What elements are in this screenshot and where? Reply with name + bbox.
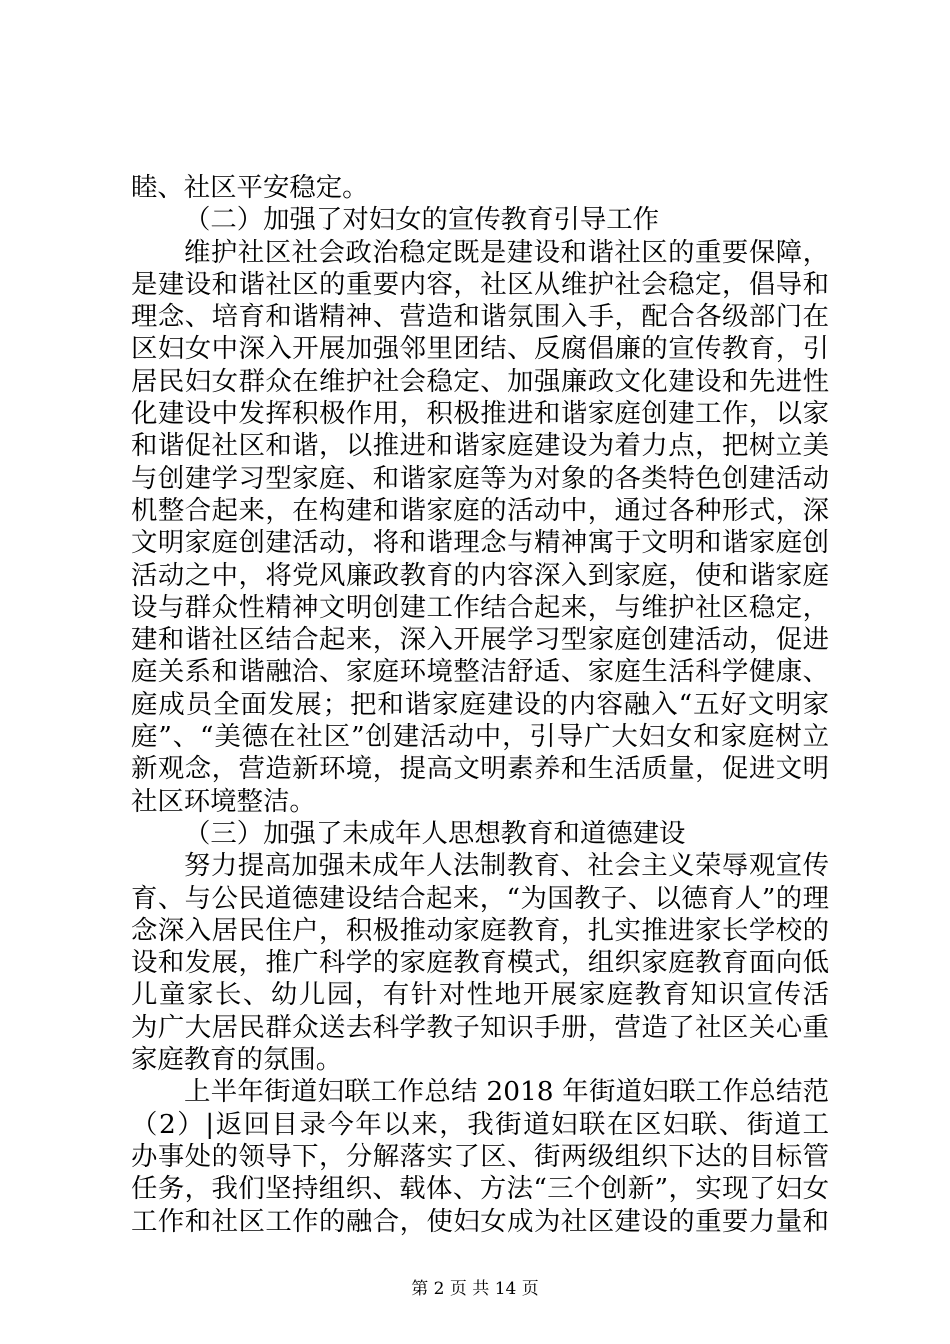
paragraph-line: 努力提高加强未成年人法制教育、社会主义荣辱观宣传 bbox=[184, 850, 829, 882]
paragraph-line: 社区环境整洁。 bbox=[131, 785, 316, 817]
paragraph-line: 庭关系和谐融洽、家庭环境整洁舒适、家庭生活科学健康、 bbox=[131, 656, 829, 688]
paragraph-line: 庭成员全面发展；把和谐家庭建设的内容融入“五好文明家 bbox=[131, 688, 829, 720]
section-heading: （二）加强了对妇女的宣传教育引导工作 bbox=[184, 204, 660, 236]
paragraph-line: 上半年街道妇联工作总结 2018 年街道妇联工作总结范 bbox=[184, 1076, 829, 1108]
paragraph-line: 设和发展，推广科学的家庭教育模式，组织家庭教育面向低 bbox=[131, 947, 829, 979]
page-number-footer: 第 2 页 共 14 页 bbox=[411, 1279, 539, 1299]
paragraph-line: 任务，我们坚持组织、载体、方法“三个创新”，实现了妇女 bbox=[131, 1173, 829, 1205]
paragraph-line: 儿童家长、幼儿园，有针对性地开展家庭教育知识宣传活 bbox=[131, 979, 829, 1011]
paragraph-line: 育、与公民道德建设结合起来，“为国教子、以德育人”的理 bbox=[131, 882, 829, 914]
paragraph-line: （2）|返回目录今年以来，我街道妇联在区妇联、街道工 bbox=[131, 1108, 829, 1140]
paragraph-line: 和谐促社区和谐，以推进和谐家庭建设为着力点，把树立美 bbox=[131, 430, 829, 462]
paragraph-line: 庭”、“美德在社区”创建活动中，引导广大妇女和家庭树立 bbox=[131, 721, 829, 753]
section-heading: （三）加强了未成年人思想教育和道德建设 bbox=[184, 817, 686, 849]
paragraph-line: 新观念，营造新环境，提高文明素养和生活质量，促进文明 bbox=[131, 753, 829, 785]
paragraph-line: 办事处的领导下，分解落实了区、街两级组织下达的目标管 bbox=[131, 1140, 829, 1172]
document-body bbox=[131, 172, 829, 1238]
paragraph-line: 机整合起来，在构建和谐家庭的活动中，通过各种形式，深 bbox=[131, 494, 829, 526]
paragraph-line: 为广大居民群众送去科学教子知识手册，营造了社区关心重 bbox=[131, 1011, 829, 1043]
paragraph-line: 建和谐社区结合起来，深入开展学习型家庭创建活动，促进 bbox=[131, 624, 829, 656]
paragraph-line: 活动之中，将党风廉政教育的内容深入到家庭，使和谐家庭 bbox=[131, 559, 829, 591]
paragraph-line: 设与群众性精神文明创建工作结合起来，与维护社区稳定， bbox=[131, 591, 829, 623]
paragraph-line: 区妇女中深入开展加强邻里团结、反腐倡廉的宣传教育，引 bbox=[131, 333, 829, 365]
paragraph-line: 是建设和谐社区的重要内容，社区从维护社会稳定，倡导和 bbox=[131, 268, 829, 300]
paragraph-line: 文明家庭创建活动，将和谐理念与精神寓于文明和谐家庭创 bbox=[131, 527, 829, 559]
paragraph-line: 睦、社区平安稳定。 bbox=[131, 172, 369, 203]
paragraph-line: 工作和社区工作的融合，使妇女成为社区建设的重要力量和 bbox=[131, 1205, 829, 1237]
paragraph-line: 居民妇女群众在维护社会稳定、加强廉政文化建设和先进性 bbox=[131, 365, 829, 397]
paragraph-line: 维护社区社会政治稳定既是建设和谐社区的重要保障， bbox=[184, 236, 829, 268]
paragraph-line: 理念、培育和谐精神、营造和谐氛围入手，配合各级部门在 bbox=[131, 301, 829, 333]
paragraph-line: 化建设中发挥积极作用，积极推进和谐家庭创建工作，以家 bbox=[131, 398, 829, 430]
paragraph-line: 与创建学习型家庭、和谐家庭等为对象的各类特色创建活动 bbox=[131, 462, 829, 494]
paragraph-line: 家庭教育的氛围。 bbox=[131, 1044, 343, 1076]
paragraph-line: 念深入居民住户，积极推动家庭教育，扎实推进家长学校的 bbox=[131, 914, 829, 946]
